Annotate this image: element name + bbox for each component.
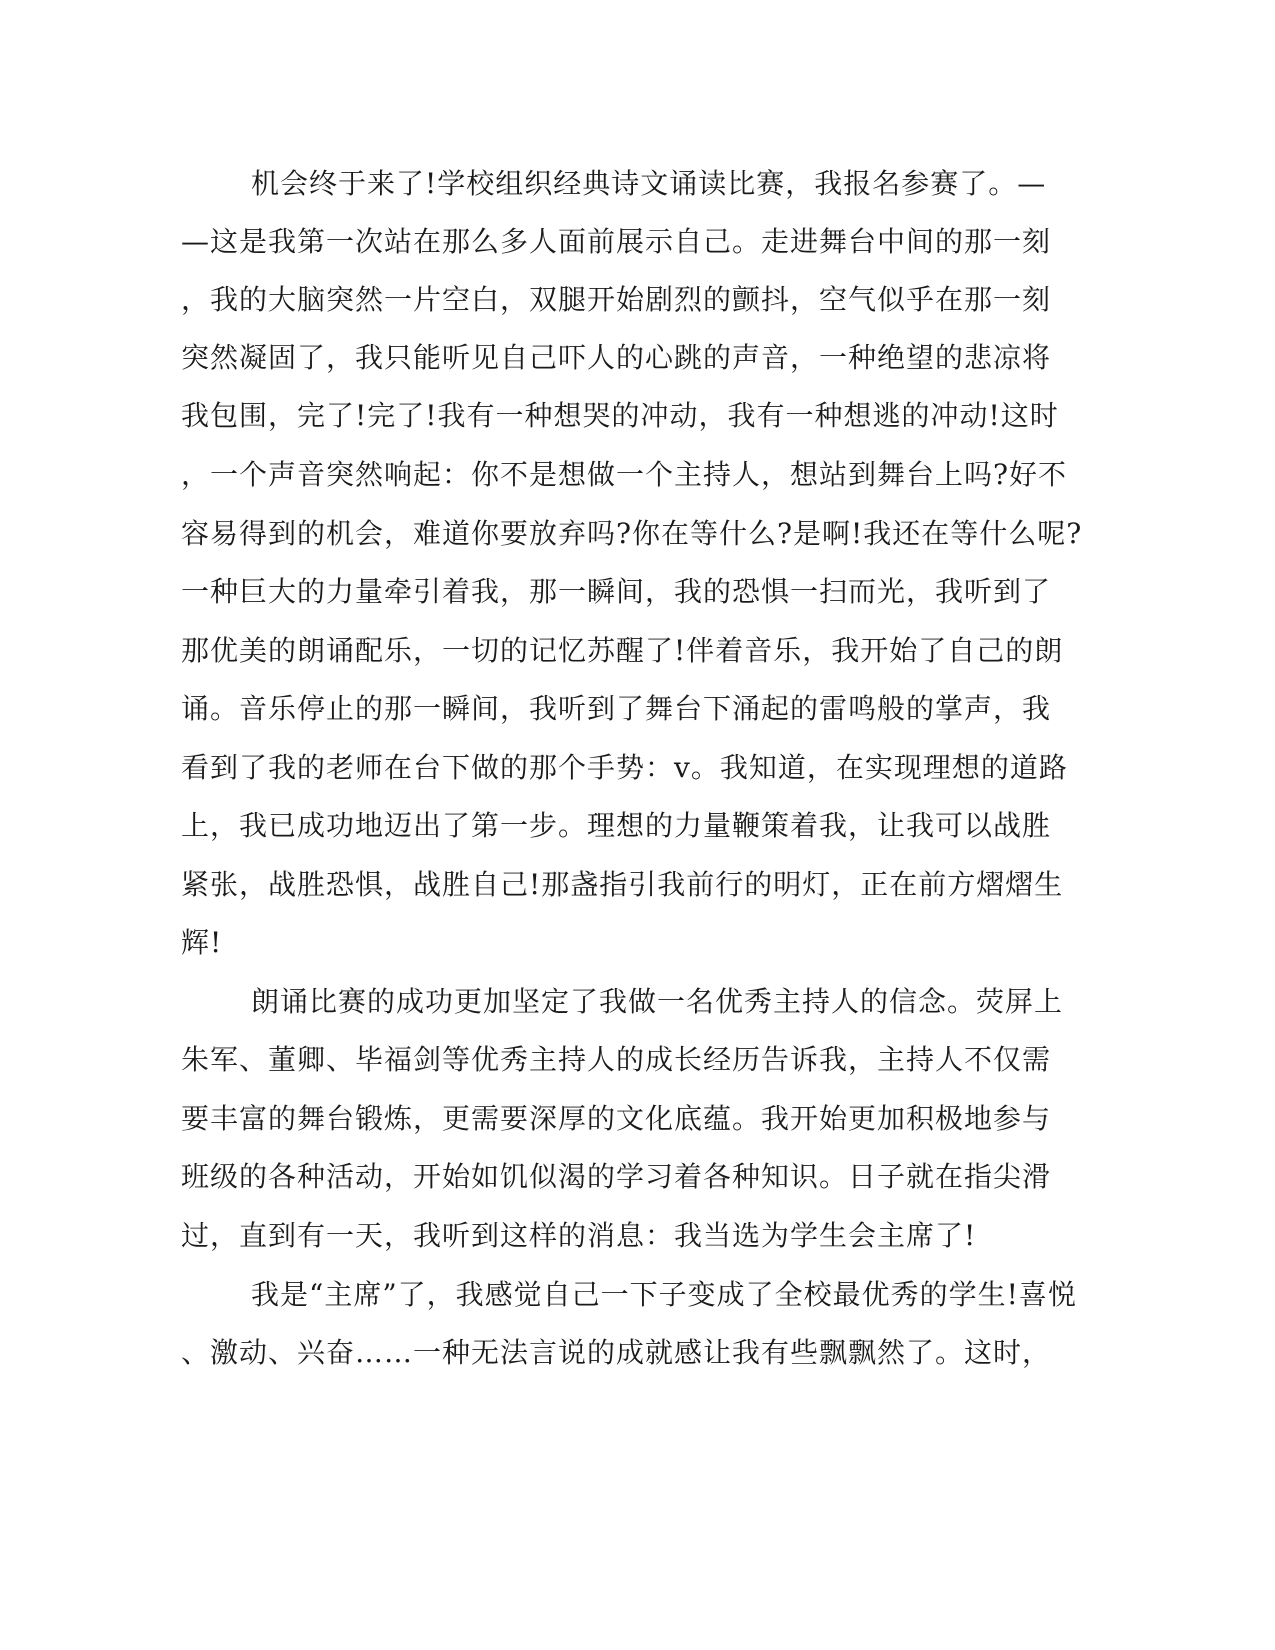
text-line: 突然凝固了，我只能听见自己吓人的心跳的声音，一种绝望的悲凉将 <box>181 341 1052 374</box>
text-line: 班级的各种活动，开始如饥似渴的学习着各种知识。日子就在指尖滑 <box>181 1160 1052 1193</box>
text-line: 朱军、董卿、毕福剑等优秀主持人的成长经历告诉我，主持人不仅需 <box>181 1043 1052 1076</box>
text-line: 一种巨大的力量牵引着我，那一瞬间，我的恐惧一扫而光，我听到了 <box>181 575 1052 608</box>
text-line: 过，直到有一天，我听到这样的消息：我当选为学生会主席了! <box>181 1219 977 1252</box>
text-line: 机会终于来了!学校组织经典诗文诵读比赛，我报名参赛了。— <box>251 167 1047 200</box>
text-line: 容易得到的机会，难道你要放弃吗?你在等什么?是啊!我还在等什么呢? <box>181 517 1083 550</box>
text-line: 看到了我的老师在台下做的那个手势：v。我知道，在实现理想的道路 <box>181 751 1068 784</box>
text-line: —这是我第一次站在那么多人面前展示自己。走进舞台中间的那一刻 <box>181 225 1052 258</box>
text-line: 我是“主席”了，我感觉自己一下子变成了全校最优秀的学生!喜悦 <box>251 1278 1077 1311</box>
text-line: 朗诵比赛的成功更加坚定了我做一名优秀主持人的信念。荧屏上 <box>251 985 1064 1018</box>
text-line: ，我的大脑突然一片空白，双腿开始剧烈的颤抖，空气似乎在那一刻 <box>181 283 1052 316</box>
text-line: 上，我已成功地迈出了第一步。理想的力量鞭策着我，让我可以战胜 <box>181 809 1052 842</box>
text-line: ，一个声音突然响起：你不是想做一个主持人，想站到舞台上吗?好不 <box>181 458 1068 491</box>
text-line: 要丰富的舞台锻炼，更需要深厚的文化底蕴。我开始更加积极地参与 <box>181 1102 1052 1135</box>
text-line: 我包围，完了!完了!我有一种想哭的冲动，我有一种想逃的冲动!这时 <box>181 399 1059 432</box>
text-line: 紧张，战胜恐惧，战胜自己!那盏指引我前行的明灯，正在前方熠熠生 <box>181 868 1064 901</box>
text-line: 辉! <box>181 926 223 959</box>
text-line: 那优美的朗诵配乐，一切的记忆苏醒了!伴着音乐，我开始了自己的朗 <box>181 634 1064 667</box>
text-line: 、激动、兴奋……一种无法言说的成就感让我有些飘飘然了。这时， <box>181 1336 1052 1369</box>
text-line: 诵。音乐停止的那一瞬间，我听到了舞台下涌起的雷鸣般的掌声，我 <box>181 692 1052 725</box>
